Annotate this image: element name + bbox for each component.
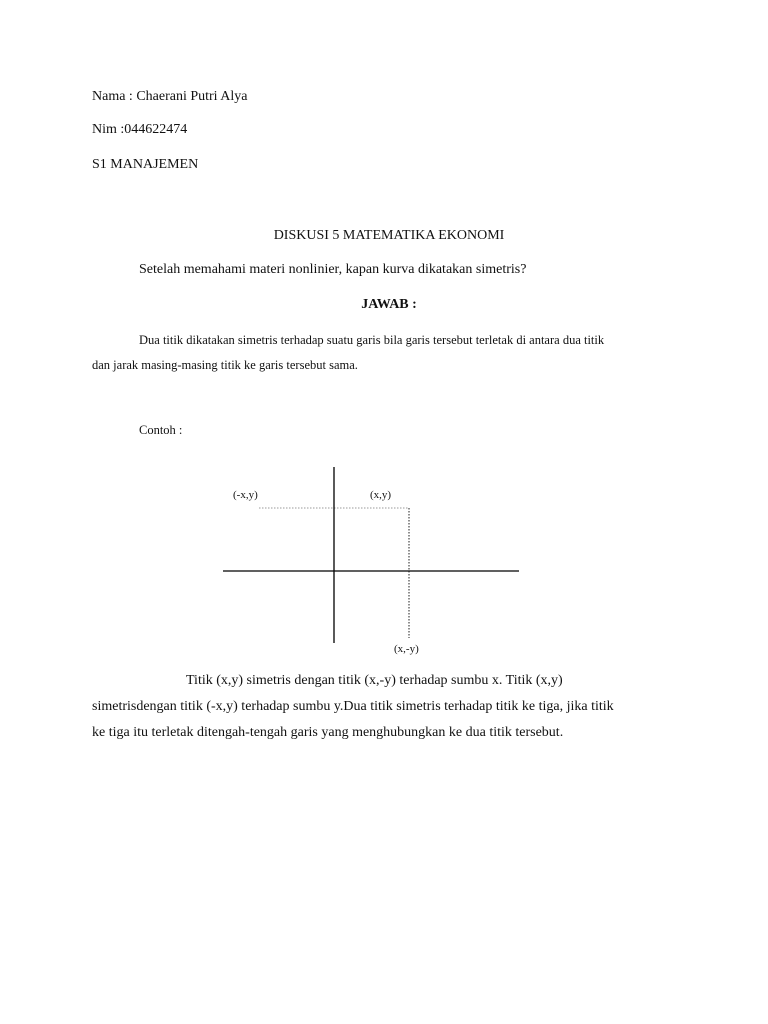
point-label-neg-x-y: (-x,y) (233, 489, 258, 501)
point-label-x-y: (x,y) (370, 489, 392, 501)
study-program-line: S1 MANAJEMEN (92, 157, 199, 172)
explanation-line-3: ke tiga itu terletak ditengah-tengah garis yang menghubungkan ke dua titik tersebut. (92, 725, 564, 740)
answer-heading: JAWAB : (361, 297, 417, 312)
student-name-line: Nama : Chaerani Putri Alya (92, 89, 248, 104)
point-label-x-neg-y: (x,-y) (394, 643, 419, 655)
question-text: Setelah memahami materi nonlinier, kapan kurva dikatakan simetris? (139, 262, 527, 277)
explanation-line-2: simetrisdengan titik (-x,y) terhadap sumbu y.Dua titik simetris terhadap titik ke tiga, jika titik (92, 699, 614, 714)
answer-line-2: dan jarak masing-masing titik ke garis tersebut sama. (92, 358, 358, 372)
explanation-line-1: Titik (x,y) simetris dengan titik (x,-y) terhadap sumbu x. Titik (x,y) (186, 673, 563, 688)
document-title: DISKUSI 5 MATEMATIKA EKONOMI (273, 228, 505, 243)
example-label: Contoh : (139, 423, 183, 437)
student-nim-line: Nim :044622474 (92, 122, 188, 137)
answer-line-1: Dua titik dikatakan simetris terhadap suatu garis bila garis tersebut terletak di antara dua titik (139, 333, 605, 347)
